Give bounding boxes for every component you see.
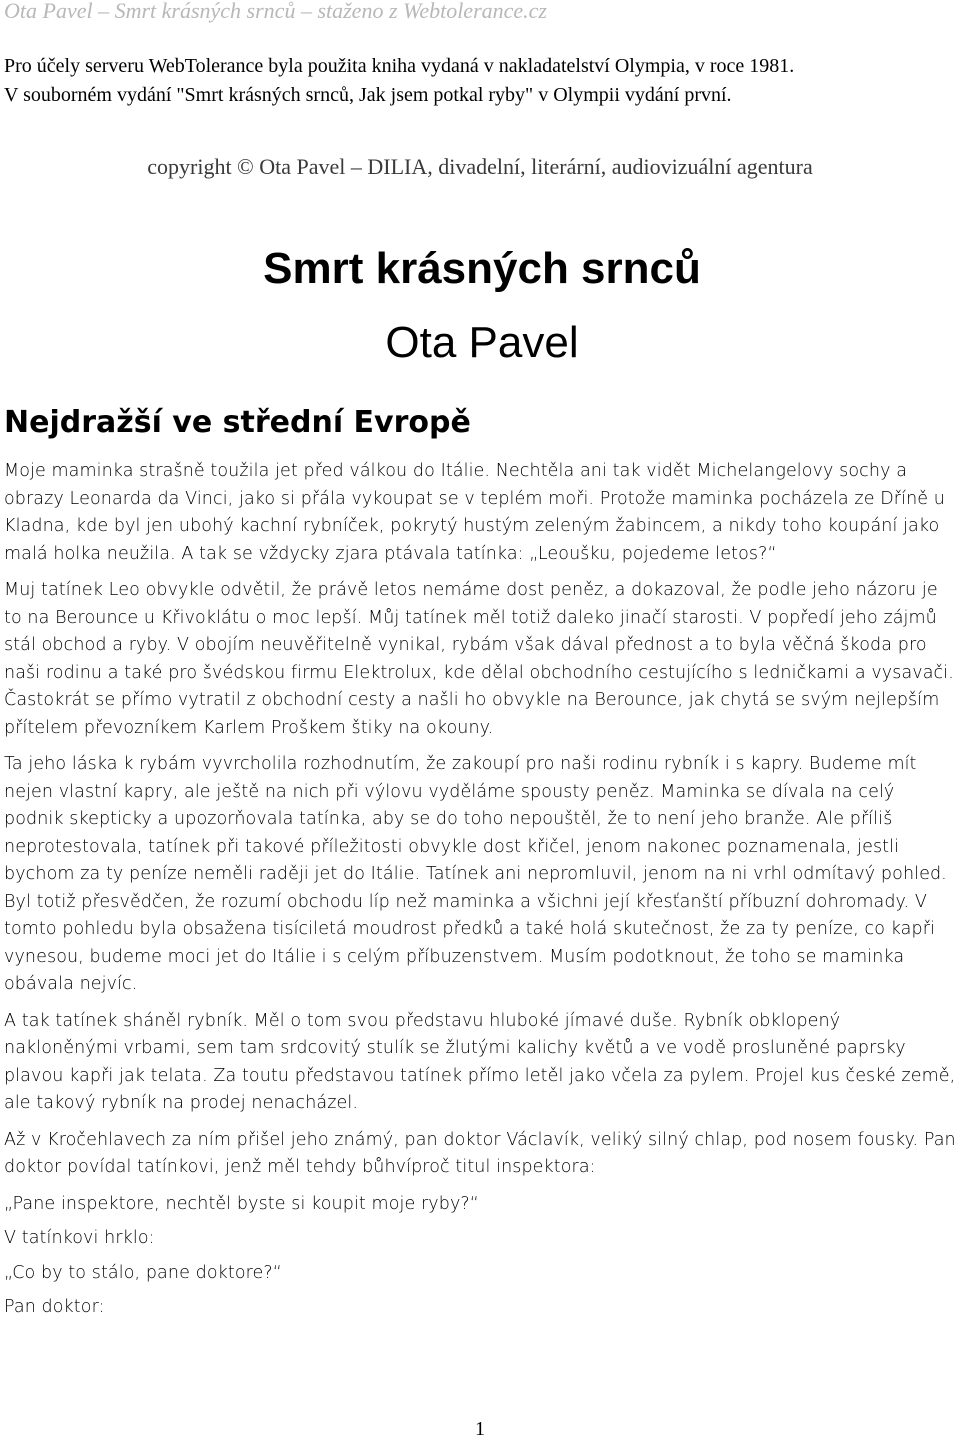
paragraph: A tak tatínek sháněl rybník. Měl o tom svou představu hluboké jímavé duše. Rybník obklopený nakloněnými vrbami, sem tam srdcovitý stulík se žlutými kalichy květů a ve vodě prosluněné paprsky plavou kapři jak telata. Za toutu představou tatínek přímo letěl jako včela za pylem. Projel kus české země, ale takový rybník na prodej nenacházel. <box>4 1010 956 1113</box>
book-author: Ota Pavel <box>385 318 579 367</box>
dialogue-line: Pan doktor: <box>4 1297 105 1317</box>
intro-line: V souborném vydání "Smrt krásných srnců, Jak jsem potkal ryby" v Olympii vydání první. <box>4 84 732 106</box>
page-number: 1 <box>475 1418 485 1440</box>
paragraph: Ta jeho láska k rybám vyvrcholila rozhodnutím, že zakoupí pro naši rodinu rybník i s kapry. Budeme mít nejen vlastní kapry, ale ještě na nich při výlovu vyděláme spousty peněz. Maminka se dívala na celý podnik skepticky a upozorňovala tatínka, aby se do toho nepouštěl, že to není jeho branže. Ale příliš neprotestovala, tatínek při takové příležitosti obvykle dost křičel, jenom nakonec poznamenala, jestli bychom za ty peníze neměli raději jet do Itálie. Tatínek ani nepromluvil, jenom na ni vrhl odmítavý pohled. Byl totiž přesvědčen, že rozumí obchodu líp než maminka a všichni její křesťanští příbuzní dohromady. V tomto pohledu byla obsažena tisíciletá moudrost předků a také holá skutečnost, že za ty peníze, co kapři vynesou, budeme moci jet do Itálie i s celým příbuzenstvem. Musím podotknout, že toho se maminka obávala nejvíc. <box>4 754 947 994</box>
chapter-title: Nejdražší ve střední Evropě <box>4 405 471 440</box>
paragraph: Až v Kročehlavech za ním přišel jeho známý, pan doktor Václavík, veliký silný chlap, pod nosem fousky. Pan doktor povídal tatínkovi, jenž měl tehdy bůhvíproč titul inspektora: <box>4 1129 956 1177</box>
chapter-body <box>4 458 958 1329</box>
copyright-notice: copyright © Ota Pavel – DILIA, divadelní, literární, audiovizuální agentura <box>147 154 813 179</box>
page-header: Ota Pavel – Smrt krásných srnců – staženo z Webtolerance.cz <box>4 0 547 23</box>
book-title: Smrt krásných srnců <box>263 244 701 293</box>
dialogue-line: „Pane inspektore, nechtěl byste si koupit moje ryby?“ <box>4 1193 479 1214</box>
intro-line: Pro účely serveru WebTolerance byla použita kniha vydaná v nakladatelství Olympia, v roce 1981. <box>4 55 795 77</box>
paragraph: Moje maminka strašně toužila jet před válkou do Itálie. Nechtěla ani tak vidět Michelangelovy sochy a obrazy Leonarda da Vinci, jako si přála vykoupat se v teplém moři. Protože maminka pocházela ze Dříně u Kladna, kde byl jen ubohý kachní rybníček, pokrytý hustým zeleným žabincem, a nikdy toho koupání jako malá holka neužila. A tak se vždycky zjara ptávala tatínka: „Leoušku, pojedeme letos?“ <box>4 461 945 564</box>
dialogue-line: „Co by to stálo, pane doktore?“ <box>4 1262 282 1283</box>
paragraph: Muj tatínek Leo obvykle odvětil, že právě letos nemáme dost peněz, a dokazoval, že podle jeho názoru je to na Berounce u Křivoklátu o moc lepší. Můj tatínek měl totiž daleko jinačí starosti. V popředí jeho zájmů stál obchod a ryby. V obojím neuvěřitelně vynikal, rybám však dával přednost a to byla věčná škoda pro naši rodinu a také pro švédskou firmu Elektrolux, kde dělal obchodního cestujícího s ledničkami a vysavači. Častokrát se přímo vytratil z obchodní cesty a našli ho obvykle na Berounce, jak chytá se svým nejlepším přítelem převozníkem Karlem Proškem štiky na okouny. <box>4 580 954 738</box>
intro-note <box>4 52 954 110</box>
dialogue-line: V tatínkovi hrklo: <box>4 1228 155 1248</box>
